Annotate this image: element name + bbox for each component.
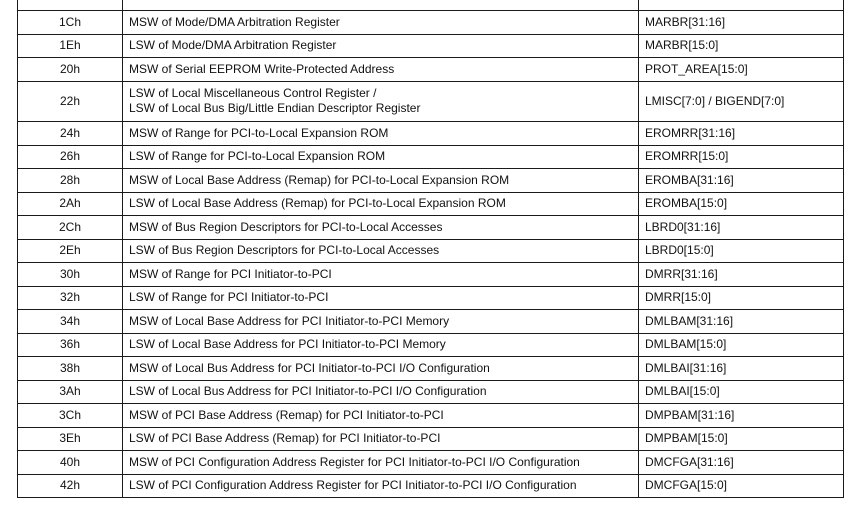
offset-cell: 34h: [18, 310, 123, 334]
offset-cell: 28h: [18, 169, 123, 193]
table-row: [18, 216, 844, 240]
register-cell: DMRR[31:16]: [639, 263, 844, 287]
description-cell: LSW of Local Bus Address for PCI Initiator-to-PCI I/O Configuration: [123, 380, 639, 404]
table-row: [18, 11, 844, 35]
description-line-2: LSW of Local Bus Big/Little Endian Descriptor Register: [129, 101, 421, 116]
table-row: [18, 34, 844, 58]
offset-cell: 1Ch: [18, 11, 123, 35]
register-cell: DMLBAI[31:16]: [639, 357, 844, 381]
offset-cell: 36h: [18, 333, 123, 357]
register-cell: LBRD0[31:16]: [639, 216, 844, 240]
table-row: [18, 192, 844, 216]
offset-cell: 26h: [18, 145, 123, 169]
register-cell: DMCFGA[15:0]: [639, 474, 844, 498]
description-cell: MSW of Local Base Address for PCI Initiator-to-PCI Memory: [123, 310, 639, 334]
offset-cell: 38h: [18, 357, 123, 381]
description-cell: LSW of Range for PCI Initiator-to-PCI: [123, 286, 639, 310]
table-row: [18, 310, 844, 334]
table-row: [18, 122, 844, 146]
table-row: [18, 427, 844, 451]
register-cell: DMLBAI[15:0]: [639, 380, 844, 404]
register-cell: EROMRR[15:0]: [639, 145, 844, 169]
description-cell: LSW of Range for PCI-to-Local Expansion ROM: [123, 145, 639, 169]
table-row: [18, 474, 844, 498]
description-cell: MSW of Local Bus Address for PCI Initiator-to-PCI I/O Configuration: [123, 357, 639, 381]
offset-cell: [18, 0, 123, 11]
register-cell: DMPBAM[31:16]: [639, 404, 844, 428]
description-cell: MSW of Bus Region Descriptors for PCI-to-Local Accesses: [123, 216, 639, 240]
description-cell: MSW of Serial EEPROM Write-Protected Address: [123, 58, 639, 82]
register-cell: EROMBA[15:0]: [639, 192, 844, 216]
offset-cell: 3Eh: [18, 427, 123, 451]
table-row: [18, 58, 844, 82]
table-row: [18, 263, 844, 287]
register-cell: DMLBAM[15:0]: [639, 333, 844, 357]
register-cell: DMPBAM[15:0]: [639, 427, 844, 451]
table-row: [18, 357, 844, 381]
offset-cell: 24h: [18, 122, 123, 146]
description-cell: MSW of PCI Configuration Address Register for PCI Initiator-to-PCI I/O Configuration: [123, 451, 639, 475]
register-cell: MARBR[15:0]: [639, 34, 844, 58]
offset-cell: 22h: [18, 81, 123, 122]
offset-cell: 42h: [18, 474, 123, 498]
register-cell: DMRR[15:0]: [639, 286, 844, 310]
register-cell: EROMRR[31:16]: [639, 122, 844, 146]
description-cell: MSW of Local Base Address (Remap) for PCI-to-Local Expansion ROM: [123, 169, 639, 193]
table-row: [18, 0, 844, 11]
table-row: [18, 239, 844, 263]
description-cell: MSW of Range for PCI-to-Local Expansion ROM: [123, 122, 639, 146]
register-cell: DMLBAM[31:16]: [639, 310, 844, 334]
table-row: [18, 81, 844, 122]
description-cell: LSW of Local Base Address (Remap) for PCI-to-Local Expansion ROM: [123, 192, 639, 216]
offset-cell: 30h: [18, 263, 123, 287]
table-row: [18, 169, 844, 193]
table-row: [18, 380, 844, 404]
offset-cell: 3Ch: [18, 404, 123, 428]
description-cell: LSW of Bus Region Descriptors for PCI-to-Local Accesses: [123, 239, 639, 263]
register-cell: [639, 0, 844, 11]
register-cell: PROT_AREA[15:0]: [639, 58, 844, 82]
description-line-1: LSW of Local Miscellaneous Control Register /: [129, 86, 377, 101]
description-cell: LSW of PCI Base Address (Remap) for PCI Initiator-to-PCI: [123, 427, 639, 451]
register-cell: LMISC[7:0] / BIGEND[7:0]: [639, 81, 844, 122]
description-cell: LSW of Mode/DMA Arbitration Register: [123, 34, 639, 58]
offset-cell: 32h: [18, 286, 123, 310]
offset-cell: 1Eh: [18, 34, 123, 58]
table-row: [18, 333, 844, 357]
table-row: [18, 451, 844, 475]
register-table: [17, 0, 844, 498]
register-cell: DMCFGA[31:16]: [639, 451, 844, 475]
description-cell: MSW of Mode/DMA Arbitration Register: [123, 11, 639, 35]
table-row: [18, 286, 844, 310]
description-cell: [123, 81, 639, 122]
description-cell: LSW of Local Base Address for PCI Initiator-to-PCI Memory: [123, 333, 639, 357]
offset-cell: 2Eh: [18, 239, 123, 263]
register-cell: EROMBA[31:16]: [639, 169, 844, 193]
offset-cell: 3Ah: [18, 380, 123, 404]
offset-cell: 2Ch: [18, 216, 123, 240]
register-cell: LBRD0[15:0]: [639, 239, 844, 263]
register-cell: MARBR[31:16]: [639, 11, 844, 35]
description-cell: [123, 0, 639, 11]
offset-cell: 40h: [18, 451, 123, 475]
description-cell: MSW of Range for PCI Initiator-to-PCI: [123, 263, 639, 287]
description-cell: MSW of PCI Base Address (Remap) for PCI Initiator-to-PCI: [123, 404, 639, 428]
description-cell: LSW of PCI Configuration Address Register for PCI Initiator-to-PCI I/O Configuration: [123, 474, 639, 498]
offset-cell: 2Ah: [18, 192, 123, 216]
table-row: [18, 145, 844, 169]
table-row: [18, 404, 844, 428]
offset-cell: 20h: [18, 58, 123, 82]
